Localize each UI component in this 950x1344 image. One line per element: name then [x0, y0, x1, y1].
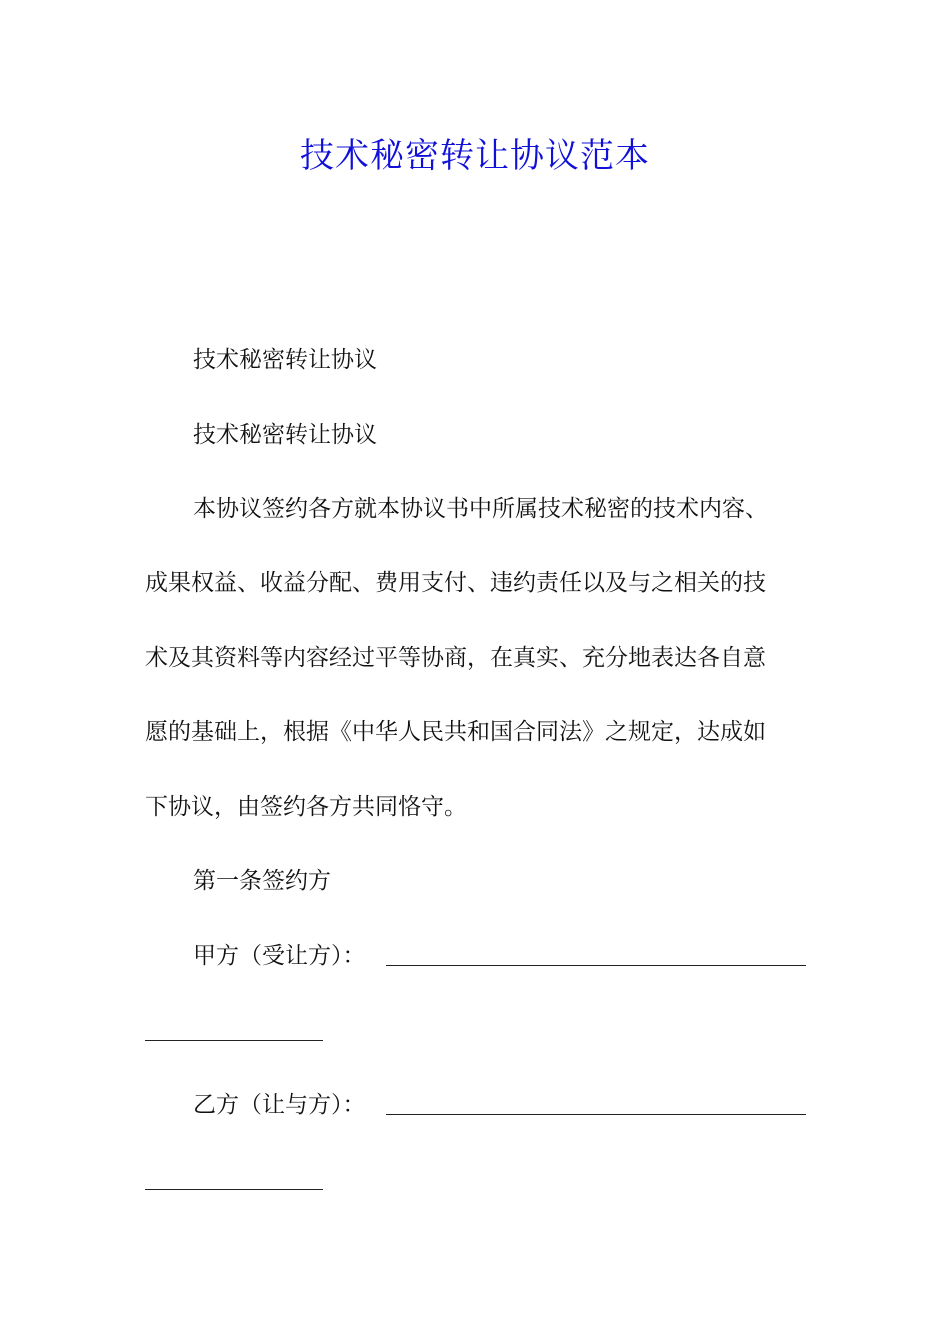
article-1-heading: 第一条签约方: [193, 868, 331, 894]
party-b-blank-line-continued: [145, 1189, 323, 1190]
party-b-label: 乙方（让与方）：: [193, 1092, 366, 1118]
paragraph-line-3: 术及其资料等内容经过平等协商，在真实、充分地表达各自意: [145, 645, 766, 671]
document-title: 技术秘密转让协议范本: [300, 136, 650, 176]
paragraph-line-5: 下协议，由签约各方共同恪守。: [145, 794, 467, 820]
party-b-blank-line: [386, 1114, 806, 1115]
party-a-blank-line-continued: [145, 1040, 323, 1041]
agreement-heading-1: 技术秘密转让协议: [193, 347, 377, 373]
party-a-blank-line: [386, 965, 806, 966]
paragraph-line-1: 本协议签约各方就本协议书中所属技术秘密的技术内容、: [193, 496, 768, 522]
party-a-label: 甲方（受让方）：: [193, 943, 366, 969]
paragraph-line-4: 愿的基础上，根据《中华人民共和国合同法》之规定，达成如: [145, 719, 766, 745]
paragraph-line-2: 成果权益、收益分配、费用支付、违约责任以及与之相关的技: [145, 570, 766, 596]
agreement-heading-2: 技术秘密转让协议: [193, 422, 377, 448]
